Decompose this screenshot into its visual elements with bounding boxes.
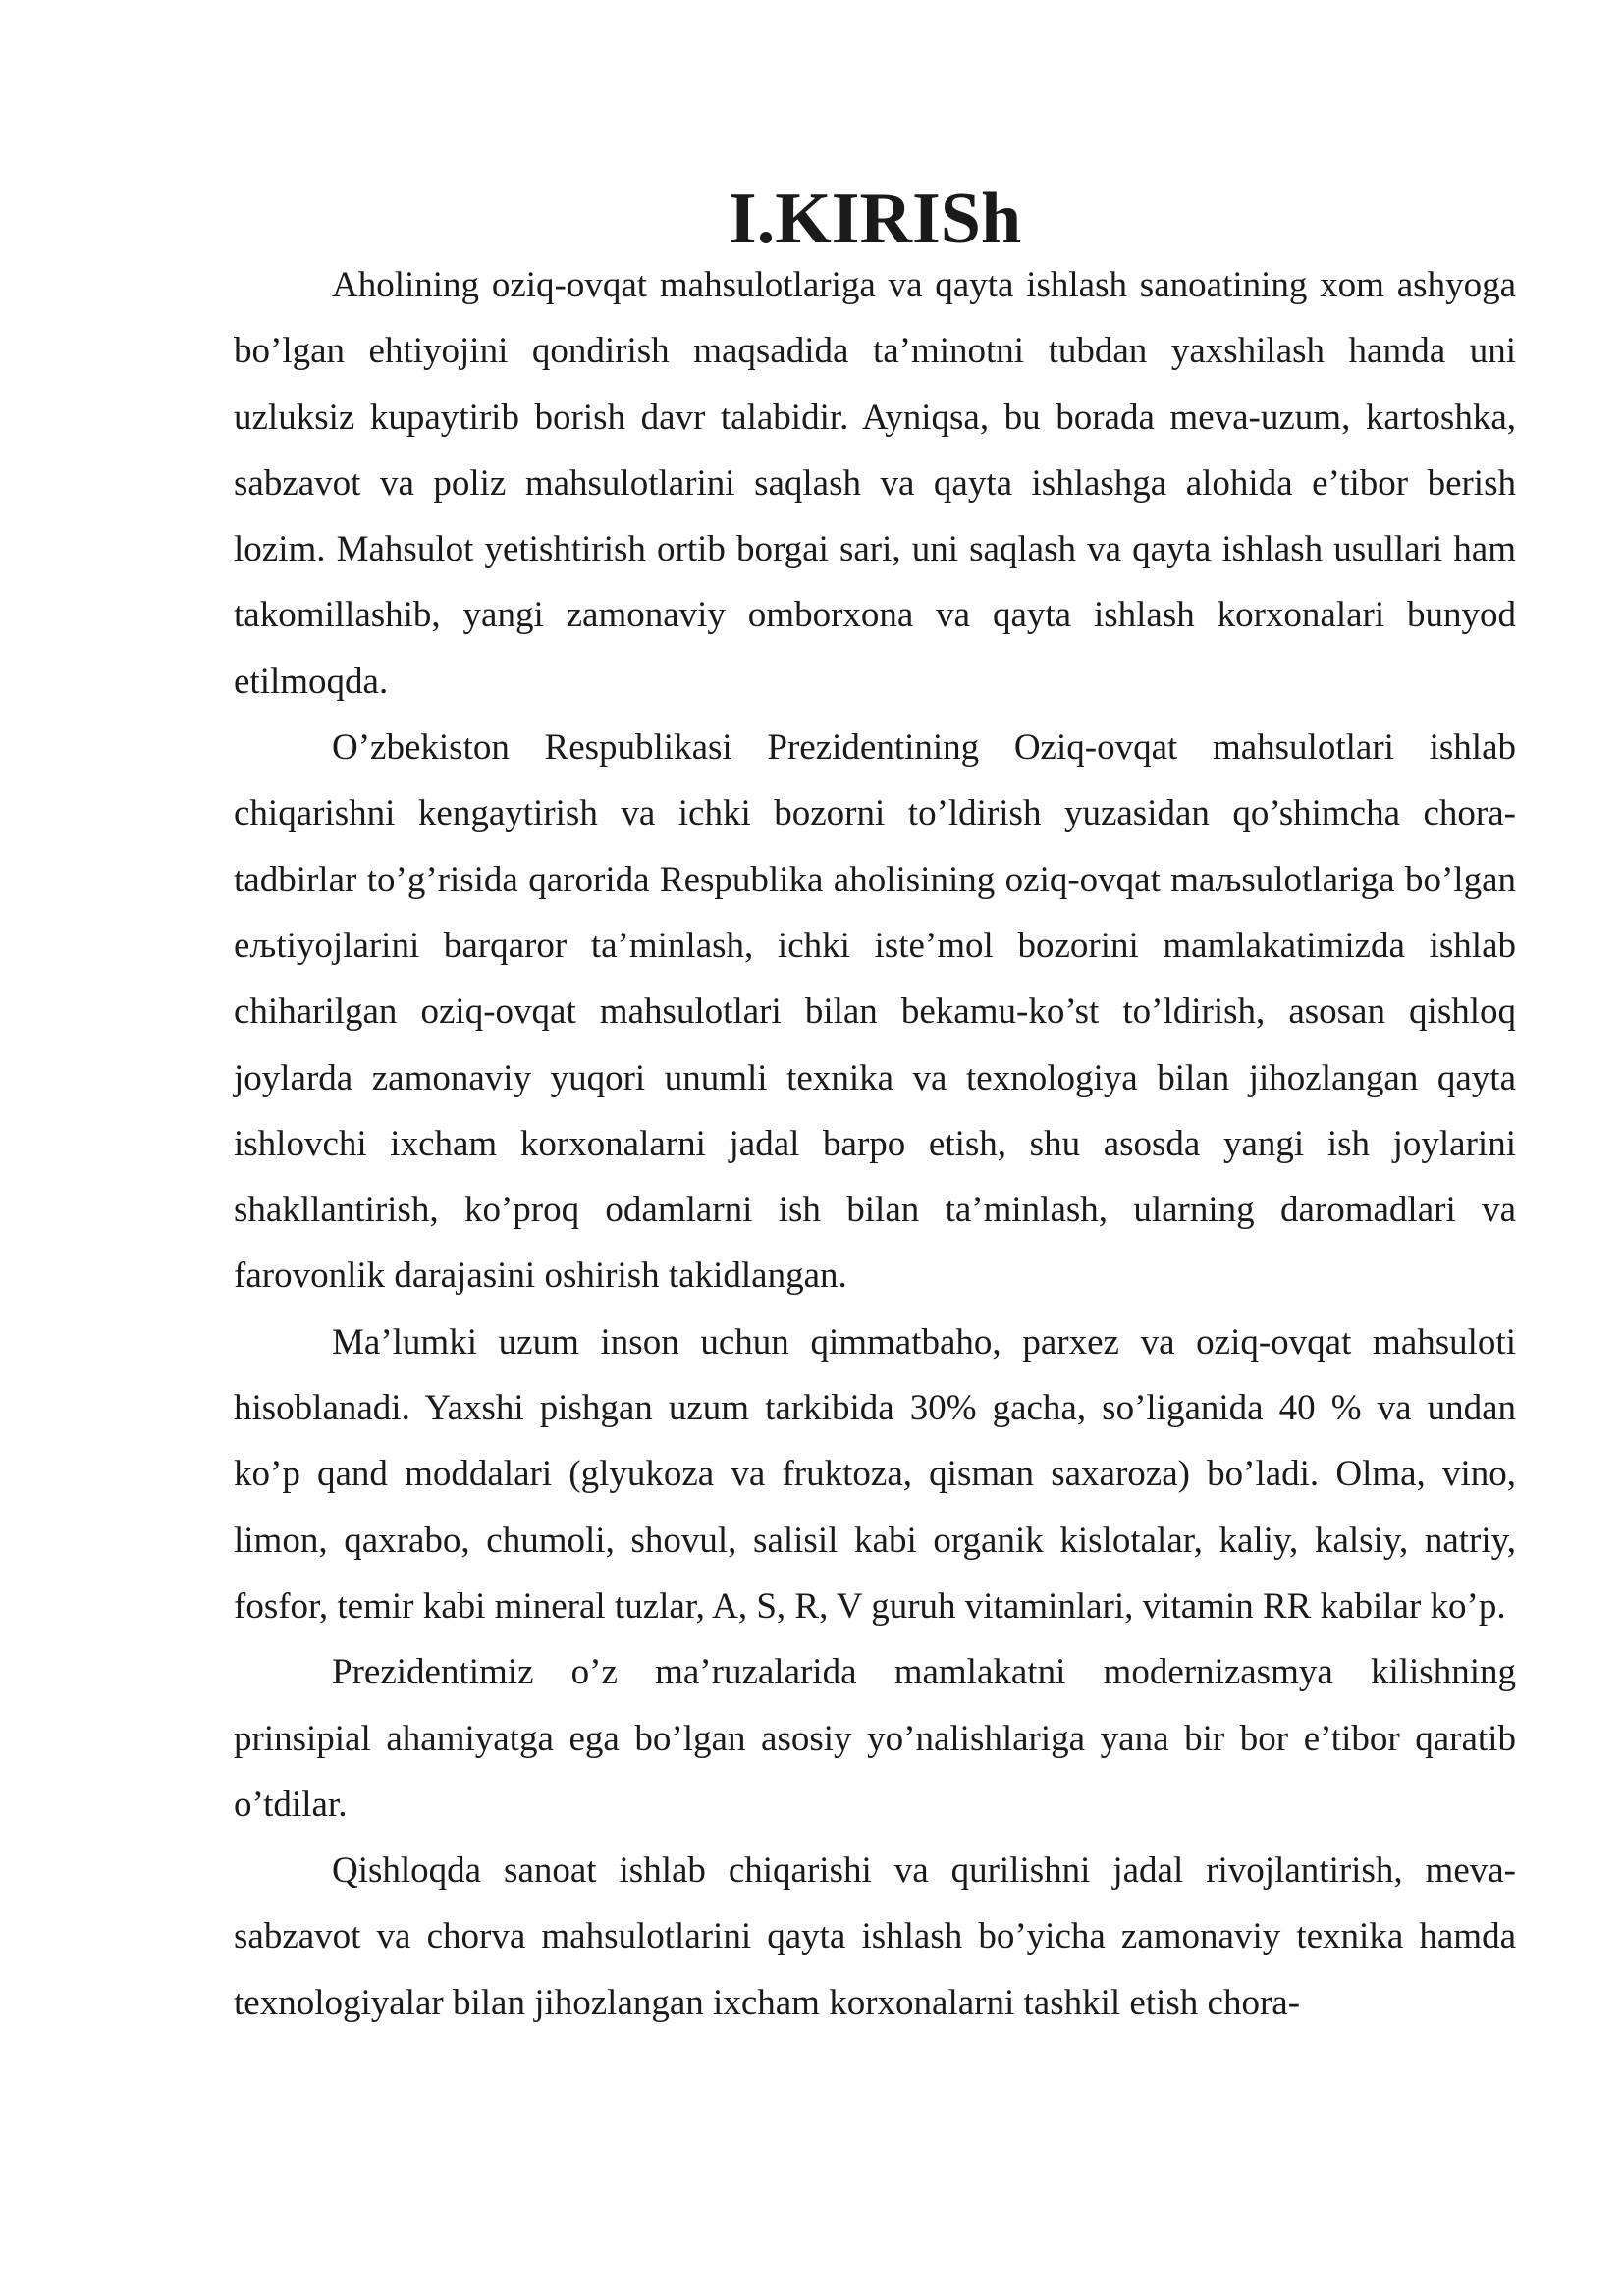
document-body bbox=[234, 179, 1516, 2036]
section-title: I.KIRISh bbox=[728, 179, 1022, 259]
paragraph-1: Aholining oziq-ovqat mahsulotlariga va qayta ishlash sanoatining xom ashyoga bo’lgan ehtiyojini qondirish maqsadida ta’minotni tubdan yaxshilash hamda uni uzluksiz kupaytirib borish davr talabidir. Ayniqsa, bu borada meva-uzum, kartoshka, sabzavot va poliz mahsulotlarini saqlash va qayta ishlashga alohida e’tibor berish lozim. Mahsulot yetishtirish ortib borgai sari, uni saqlash va qayta ishlash usullari ham takomillashib, yangi zamonaviy omborxona va qayta ishlash korxonalari bunyod etilmoqda. bbox=[234, 265, 1516, 702]
paragraph-4: Prezidentimiz o’z ma’ruzalarida mamlakatni modernizasmya kilishning prinsipial ahamiyatga ega bo’lgan asosiy yo’nalishlariga yana bir bor e’tibor qaratib o’tdilar. bbox=[234, 1652, 1516, 1825]
paragraph-3: Ma’lumki uzum inson uchun qimmatbaho, parxez va oziq-ovqat mahsuloti hisoblanadi. Yaxshi pishgan uzum tarkibida 30% gacha, so’liganida 40 % va undan ko’p qand moddalari (glyukoza va fruktoza, qisman saxaroza) bo’ladi. Olma, vino, limon, qaxrabo, chumoli, shovul, salisil kabi organik kislotalar, kaliy, kalsiy, natriy, fosfor, temir kabi mineral tuzlar, A, S, R, V guruh vitaminlari, vitamin RR kabilar ko’p. bbox=[234, 1321, 1516, 1627]
paragraph-2: O’zbekiston Respublikasi Prezidentining Oziq-ovqat mahsulotlari ishlab chiqarishni kengaytirish va ichki bozorni to’ldirish yuzasidan qo’shimcha chora-tadbirlar to’g’risida qarorida Respublika aholisining oziq-ovqat maљsulotlariga bo’lgan eљtiyojlarini barqaror ta’minlash, ichki iste’mol bozorini mamlakatimizda ishlab chiharilgan oziq-ovqat mahsulotlari bilan bekamu-ko’st to’ldirish, asosan qishloq joylarda zamonaviy yuqori unumli texnika va texnologiya bilan jihozlangan qayta ishlovchi ixcham korxonalarni jadal barpo etish, shu asosda yangi ish joylarini shakllantirish, ko’proq odamlarni ish bilan ta’minlash, ularning daromadlari va farovonlik darajasini oshirish takidlangan. bbox=[234, 727, 1516, 1297]
paragraph-5: Qishloqda sanoat ishlab chiqarishi va qurilishni jadal rivojlantirish, meva-sabzavot va chorva mahsulotlarini qayta ishlash bo’yicha zamonaviy texnika hamda texnologiyalar bilan jihozlangan ixcham korxonalarni tashkil etish chora- bbox=[234, 1850, 1516, 2023]
